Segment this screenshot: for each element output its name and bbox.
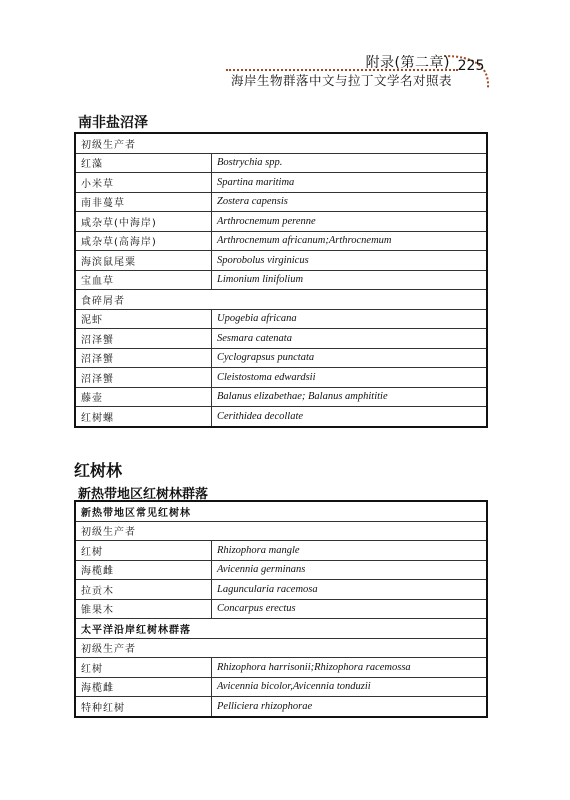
chinese-name-cell: 咸杂草(中海岸)	[75, 212, 212, 232]
chinese-name-cell: 沼泽蟹	[75, 348, 212, 368]
chinese-name-cell: 宝血草	[75, 270, 212, 290]
header-subtitle: 海岸生物群落中文与拉丁文学名对照表	[230, 73, 452, 88]
group-label: 初级生产者	[75, 133, 487, 153]
table-row	[75, 251, 487, 271]
table-row	[75, 599, 487, 619]
header-row	[75, 619, 487, 639]
table-row	[75, 173, 487, 193]
latin-name-cell: Arthrocnemum perenne	[212, 212, 488, 232]
group-label: 食碎屑者	[75, 290, 487, 310]
latin-name-cell: Laguncularia racemosa	[212, 580, 488, 600]
chinese-name-cell: 海榄雌	[75, 560, 212, 580]
chinese-name-cell: 红树螺	[75, 407, 212, 427]
latin-name-cell: Rhizophora harrisonii;Rhizophora racemossa	[212, 658, 488, 678]
section-title-salt-marsh: 南非盐沼泽	[78, 115, 148, 131]
chinese-name-cell: 咸杂草(高海岸)	[75, 231, 212, 251]
table-row	[75, 580, 487, 600]
section-title-mangrove: 红树林	[74, 461, 123, 480]
chinese-name-cell: 锥果木	[75, 599, 212, 619]
latin-name-cell: Cerithidea decollate	[212, 407, 488, 427]
chinese-name-cell: 南非蔓草	[75, 192, 212, 212]
latin-name-cell: Sporobolus virginicus	[212, 251, 488, 271]
group-label: 初级生产者	[75, 638, 487, 658]
chinese-name-cell: 特种红树	[75, 697, 212, 717]
latin-name-cell: Pelliciera rhizophorae	[212, 697, 488, 717]
table-row	[75, 348, 487, 368]
page-number: 225	[457, 58, 485, 74]
chinese-name-cell: 沼泽蟹	[75, 368, 212, 388]
table-row	[75, 231, 487, 251]
latin-name-cell: Arthrocnemum africanum;Arthrocnemum	[212, 231, 488, 251]
latin-name-cell: Rhizophora mangle	[212, 541, 488, 561]
latin-name-cell: Spartina maritima	[212, 173, 488, 193]
table-row	[75, 192, 487, 212]
group-row	[75, 638, 487, 658]
subgroup-header: 太平洋沿岸红树林群落	[75, 619, 487, 639]
chinese-name-cell: 拉贡木	[75, 580, 212, 600]
header-row	[75, 501, 487, 521]
table-row	[75, 541, 487, 561]
table-row	[75, 212, 487, 232]
latin-name-cell: Concarpus erectus	[212, 599, 488, 619]
chinese-name-cell: 小米草	[75, 173, 212, 193]
species-table-salt-marsh	[74, 132, 488, 428]
group-label: 初级生产者	[75, 521, 487, 541]
latin-name-cell: Bostrychia spp.	[212, 153, 488, 173]
species-table-mangrove	[74, 500, 488, 718]
latin-name-cell: Balanus elizabethae; Balanus amphititie	[212, 387, 488, 407]
latin-name-cell: Limonium linifolium	[212, 270, 488, 290]
chinese-name-cell: 红树	[75, 541, 212, 561]
chinese-name-cell: 泥虾	[75, 309, 212, 329]
table-row	[75, 407, 487, 427]
table-row	[75, 329, 487, 349]
chapter-title: 附录(第二章)	[365, 55, 450, 71]
latin-name-cell: Sesmara catenata	[212, 329, 488, 349]
table-row	[75, 677, 487, 697]
chinese-name-cell: 藤壶	[75, 387, 212, 407]
latin-name-cell: Upogebia africana	[212, 309, 488, 329]
group-row	[75, 521, 487, 541]
table-row	[75, 387, 487, 407]
table-row	[75, 270, 487, 290]
group-row	[75, 133, 487, 153]
table-row	[75, 153, 487, 173]
table-row	[75, 697, 487, 717]
latin-name-cell: Zostera capensis	[212, 192, 488, 212]
subgroup-header: 新热带地区常见红树林	[75, 501, 487, 521]
group-row	[75, 290, 487, 310]
latin-name-cell: Avicennia germinans	[212, 560, 488, 580]
chinese-name-cell: 海滨鼠尾粟	[75, 251, 212, 271]
table-row	[75, 368, 487, 388]
table-row	[75, 560, 487, 580]
section-subtitle-neotropical: 新热带地区红树林群落	[78, 487, 209, 502]
table-row	[75, 658, 487, 678]
page-header	[0, 0, 570, 100]
latin-name-cell: Cleistostoma edwardsii	[212, 368, 488, 388]
chinese-name-cell: 海榄雌	[75, 677, 212, 697]
chinese-name-cell: 红藻	[75, 153, 212, 173]
chinese-name-cell: 红树	[75, 658, 212, 678]
latin-name-cell: Avicennia bicolor,Avicennia tonduzii	[212, 677, 488, 697]
latin-name-cell: Cyclograpsus punctata	[212, 348, 488, 368]
chinese-name-cell: 沼泽蟹	[75, 329, 212, 349]
table-row	[75, 309, 487, 329]
